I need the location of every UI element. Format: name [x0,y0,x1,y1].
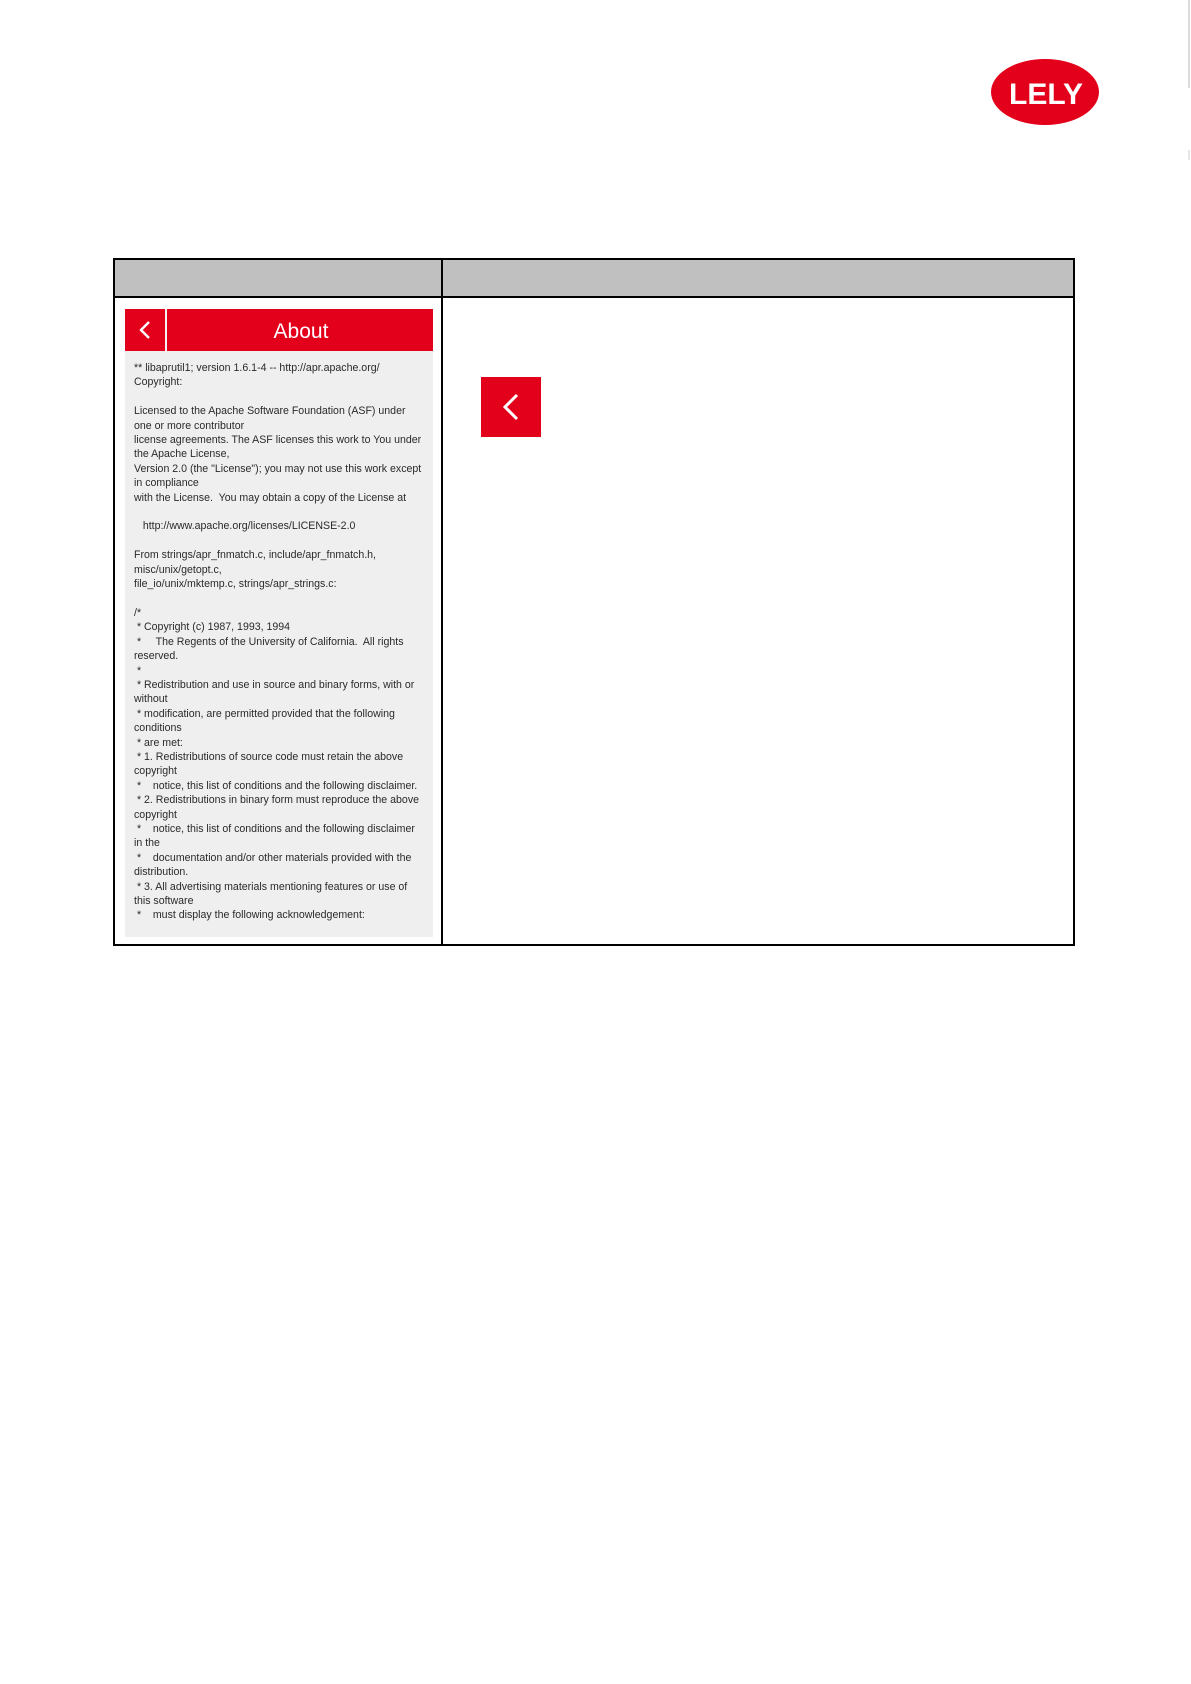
instruction-table [113,258,1075,946]
page-edge-mark [1188,150,1190,160]
app-title-bar [125,309,433,351]
chevron-left-icon [138,320,152,340]
screen-title: About [273,320,329,343]
chevron-left-icon [499,392,523,422]
page-edge-mark [1188,0,1190,88]
logo-text: LELY [1009,78,1083,111]
table-header-row [115,260,1073,298]
back-button[interactable] [125,309,167,351]
about-screen-screenshot [125,309,433,937]
license-text: ** libaprutil1; version 1.6.1-4 -- http://apr.apache.org/ Copyright: Licensed to the Apache Software Foundation (ASF) under one or more contributor license agreements. The ASF licenses this work to You under the Apache License, Version 2.0 (the "License"); you may not use this work except in compliance with the License. You may obtain a copy of the License at http://www.apache.org/licenses/LICENSE-2.0 From strings/apr_fnmatch.c, include/apr_fnmatch.h, misc/unix/getopt.c, file_io/unix/mktemp.c, strings/apr_strings.c: /* * Copyright (c) 1987, 1993, 1994 * The Regents of the University of California. All rights reserved. * * Redistribution and use in source and binary forms, with or without * modification, are permitted provided that the following conditions * are met: * 1. Redistributions of source code must retain the above copyright * notice, this list of conditions and the following disclaimer. * 2. Redistributions in binary form must reproduce the above copyright * notice, this list of conditions and the following disclaimer in the * documentation and/or other materials provided with the distribution. * 3. All advertising materials mentioning features or use of this software * must display the following acknowledgement: [134,362,422,922]
back-button-illustration[interactable] [481,377,541,437]
column-divider [441,260,443,944]
lely-logo [990,58,1100,126]
